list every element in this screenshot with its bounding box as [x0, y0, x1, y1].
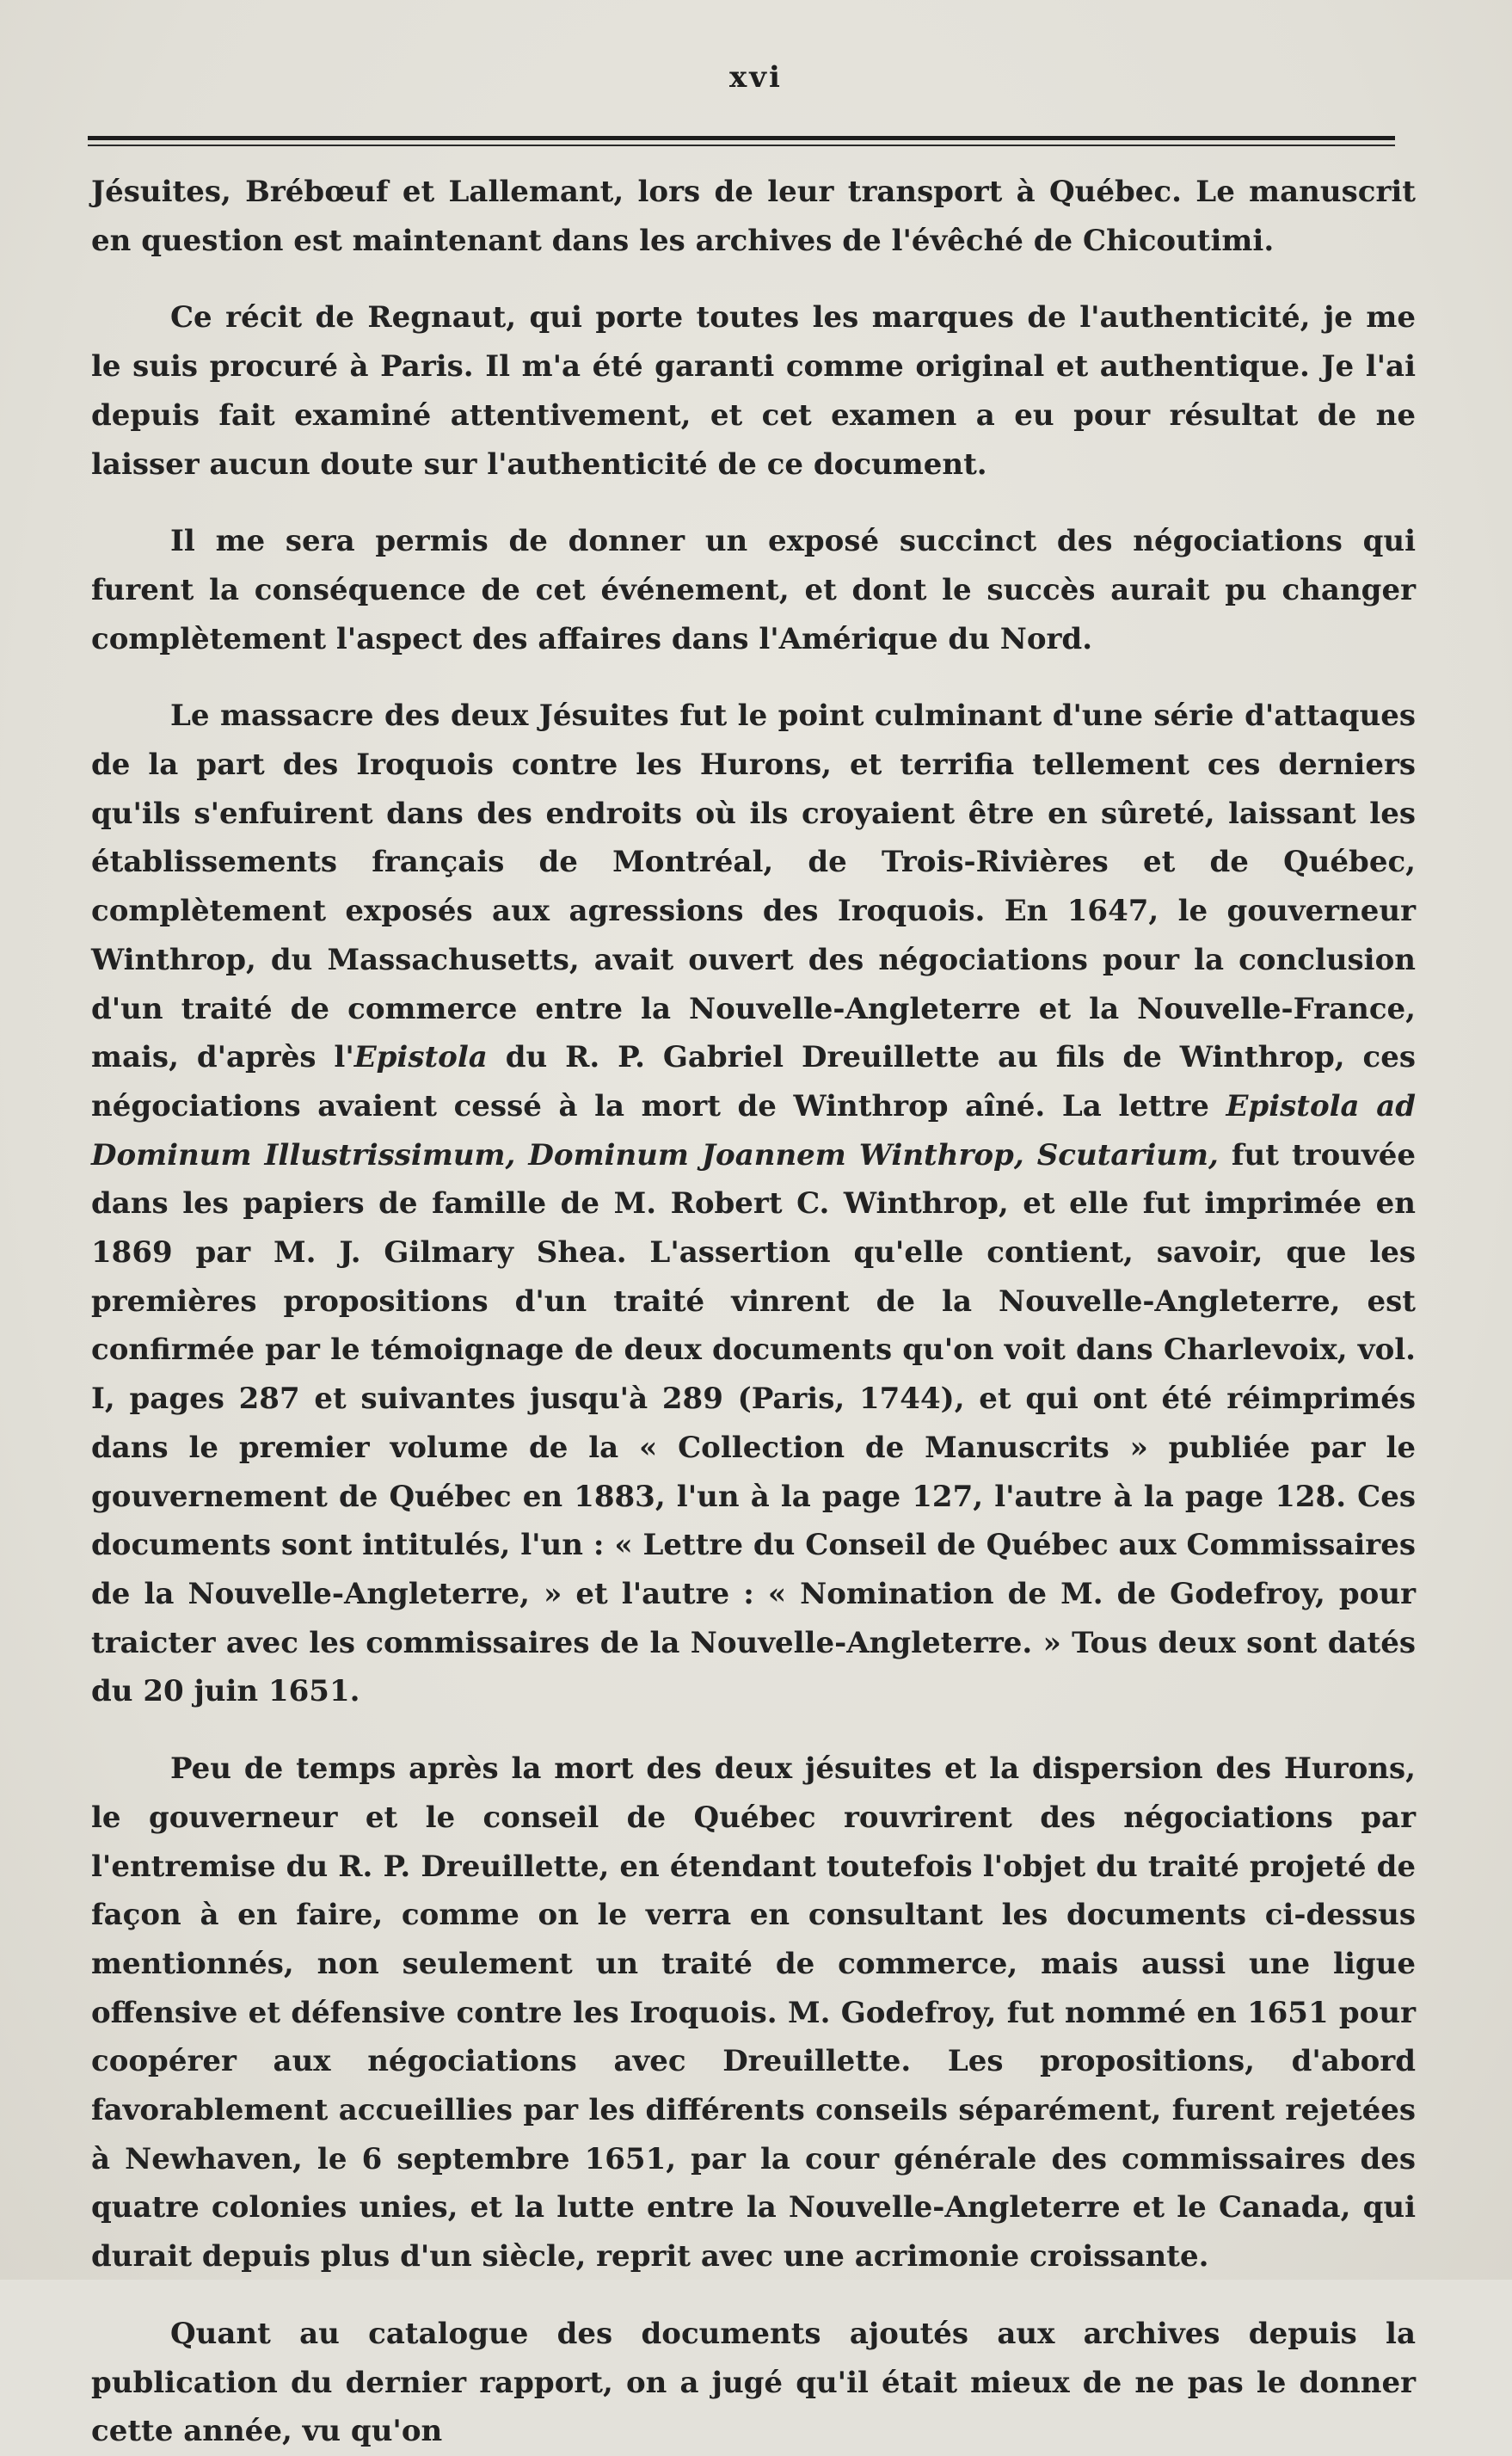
body-text [91, 168, 1416, 2456]
header-rule-thick [88, 136, 1395, 140]
paragraph-4 [91, 692, 1416, 1716]
paragraph-5: Peu de temps après la mort des deux jésuites et la dispersion des Hurons, le gouverneur et le conseil de Québec rouvrirent des négociations par l'entremise du R. P. Dreuillette, en étendant toutefois l'objet du traité projeté de façon à en faire, comme on le verra en consultant les documents ci-dessus mentionnés, non seulement un traité de commerce, mais aussi une ligue offensive et défensive contre les Iroquois. M. Godefroy, fut nommé en 1651 pour coopérer aux négociations avec Dreuillette. Les propositions, d'abord favorablement accueillies par les différents conseils séparément, furent rejetées à Newhaven, le 6 septembre 1651, par la cour générale des commissaires des quatre colonies unies, et la lutte entre la Nouvelle-Angleterre et le Canada, qui durait depuis plus d'un siècle, reprit avec une acrimonie croissante. [91, 1751, 1416, 2274]
paragraph-1: Jésuites, Brébœuf et Lallemant, lors de leur transport à Québec. Le manuscrit en question est maintenant dans les archives de l'évêché de Chicoutimi. [91, 175, 1416, 258]
epistola-title: Epistola [353, 1040, 488, 1075]
paragraph-3: Il me sera permis de donner un exposé succinct des négociations qui furent la conséquence de cet événement, et dont le succès aurait pu changer complètement l'aspect des affaires dans l'Amérique du Nord. [91, 524, 1416, 656]
paragraph-4-part-1: Le massacre des deux Jésuites fut le point culminant d'une série d'attaques de la part des Iroquois contre les Hurons, et terrifia tellement ces derniers qu'ils s'enfuirent dans des endroits où ils croyaient être en sûreté, laissant les établissements français de Montréal, de Trois-Rivières et de Québec, complètement exposés aux agressions des Iroquois. En 1647, le gouverneur Winthrop, du Massachusetts, avait ouvert des négociations pour la conclusion d'un traité de commerce entre la Nouvelle-Angleterre et la Nouvelle-France, mais, d'après l' [91, 699, 1416, 1075]
page-number: xvi [729, 60, 783, 95]
header-rule-thin [88, 145, 1395, 146]
epistola-full-title: Epistola ad Dominum Illustrissimum, Dominum Joannem Winthrop, Scutarium, [91, 1088, 1416, 1173]
paragraph-4-part-2: du R. P. Gabriel Dreuillette au fils de Winthrop, ces négociations avaient cessé à la mort de Winthrop aîné. La lettre [91, 1040, 1416, 1123]
paragraph-6: Quant au catalogue des documents ajoutés aux archives depuis la publication du dernier rapport, on a jugé qu'il était mieux de ne pas le donner cette année, vu qu'on [91, 2316, 1416, 2449]
paragraph-2: Ce récit de Regnaut, qui porte toutes les marques de l'authenticité, je me le suis procuré à Paris. Il m'a été garanti comme original et authentique. Je l'ai depuis fait examiné attentivement, et cet examen a eu pour résultat de ne laisser aucun doute sur l'authenticité de ce document. [91, 300, 1416, 482]
paragraph-4-part-3: fut trouvée dans les papiers de famille de M. Robert C. Winthrop, et elle fut imprimée en 1869 par M. J. Gilmary Shea. L'assertion qu'elle contient, savoir, que les premières propositions d'un traité vinrent de la Nouvelle-Angleterre, est confirmée par le témoignage de deux documents qu'on voit dans Charlevoix, vol. I, pages 287 et suivantes jusqu'à 289 (Paris, 1744), et qui ont été réimprimés dans le premier volume de la « Collection de Manuscrits » publiée par le gouvernement de Québec en 1883, l'un à la page 127, l'autre à la page 128. Ces documents sont intitulés, l'un : « Lettre du Conseil de Québec aux Commissaires de la Nouvelle-Angleterre, » et l'autre : « Nomination de M. de Godefroy, pour traicter avec les commissaires de la Nouvelle-Angleterre. » Tous deux sont datés du 20 juin 1651. [91, 1137, 1416, 1709]
